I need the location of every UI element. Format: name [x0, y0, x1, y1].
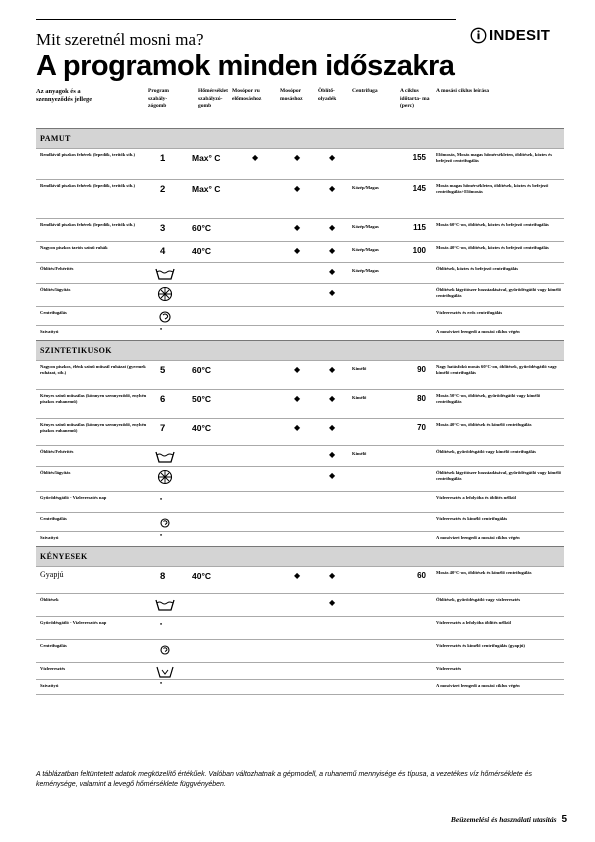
table-row [36, 218, 564, 241]
row-duration: 145 [412, 184, 426, 193]
page-subtitle: Mit szeretnél mosni ma? [36, 30, 204, 49]
row-material: Szivattyú [40, 329, 59, 334]
row-material: Nagyon piszkos, élénk színű műszál ruházat (gyermek ruházat, stb.) [40, 364, 146, 375]
softener-icon: ◆ [329, 153, 336, 162]
row-program: 6 [160, 394, 166, 405]
table-row [36, 679, 564, 695]
col-softener: Öblítő- olyadék [318, 88, 337, 102]
table-row [36, 662, 564, 679]
softener-icon: ◆ [329, 223, 336, 232]
row-material: Vízleeresztés [40, 666, 66, 671]
row-material: Rendkívül piszkos fehérek (lepedők, terítők stb.) [40, 183, 135, 188]
brand-name: INDESIT [489, 27, 551, 44]
brand-mark-icon [470, 27, 487, 44]
row-description: Vízleeresztés [436, 666, 462, 671]
table-row [36, 466, 564, 491]
table-row [36, 445, 564, 466]
row-temperature: 40°C [192, 571, 211, 581]
table-row [36, 491, 564, 512]
row-description: Mosás 40°C-on, öblítések, köztes és befejező centrifugálás [436, 245, 549, 250]
page-title: A programok minden időszakra [36, 50, 455, 82]
col-program: Program szabály- zógomb [148, 88, 169, 109]
softener-icon: ◆ [329, 571, 336, 580]
row-description: Mosás magas hőmérsékleten, öblítések, köztes és befejező centrifugálás+Előmosás [436, 183, 549, 194]
row-duration: 100 [412, 246, 426, 255]
wash-detergent-icon: ◆ [294, 153, 301, 162]
spin-icon [154, 642, 176, 658]
prewash-detergent-icon: ◆ [252, 153, 259, 162]
table-row [36, 262, 564, 283]
section-delicates: KÉNYESEK [36, 546, 564, 566]
row-description: Vízleeresztés és kímélő centrifugálás [436, 516, 508, 521]
pump-icon: • [160, 533, 163, 539]
table-row [36, 306, 564, 325]
softener-icon: ◆ [329, 598, 336, 607]
row-material: Nagyon piszkos tartós színű ruhák [40, 245, 108, 250]
softener-icon: ◆ [329, 365, 336, 374]
row-material: Gyűrődésgátló - Vízleeresztés nap [40, 620, 107, 625]
row-temperature: 60°C [192, 223, 211, 233]
table-row [36, 389, 564, 418]
softener-icon: ◆ [329, 267, 336, 276]
top-rule [36, 19, 456, 20]
row-material: Öblítés/Fehérítés [40, 266, 74, 271]
row-description: Mosás 40°C-on, öblítések és kímélő centrifugálás [436, 570, 532, 575]
table-row [36, 418, 564, 445]
row-material: Öblítés/lágyítás [40, 470, 71, 475]
row-duration: 70 [417, 423, 426, 432]
row-material: Öblítések [40, 597, 59, 602]
spin-icon [154, 309, 176, 325]
row-duration: 80 [417, 394, 426, 403]
row-spin: Közép/Magas [352, 185, 379, 190]
row-description: Mosás 60°C-on, öblítések, köztes és befejező centrifugálás [436, 222, 549, 227]
row-material: Rendkívül piszkos fehérek (lepedők, terítők stb.) [40, 152, 135, 157]
row-description: Vízleeresztés és kímélő centrifugálás (gyapjú) [436, 643, 525, 648]
section-synthetics: SZINTETIKUSOK [36, 340, 564, 360]
row-material: Centrifugálás [40, 643, 67, 648]
row-program: 8 [160, 571, 166, 582]
row-duration: 90 [417, 365, 426, 374]
footnote: A táblázatban feltüntetett adatok megközelítő értékűek. Valóban változhatnak a gépmodell, a ruhanemű mennyisége és típusa, a vezetékes víz hőmérséklete és keménysége, valamint a levegő hőmérséklete függvényében. [36, 771, 533, 788]
row-description: Öblítések, gyűrődésgátló vagy vízleeresztés [436, 597, 521, 602]
col-spin: Centrifuga [352, 88, 378, 94]
table-row [36, 179, 564, 218]
row-material: Szivattyú [40, 683, 59, 688]
col-temperature: Hőmérséklet szabályzó- gomb [198, 88, 228, 109]
section-cotton: PAMUT [36, 128, 564, 148]
row-spin: Kímélő [352, 366, 367, 371]
col-material: Az anyagok és a szennyeződés jellege [36, 88, 93, 103]
row-description: Vízleeresztés a lefolyóba öblítés nélkül [436, 620, 511, 625]
row-material: Gyapjú [40, 570, 64, 579]
row-spin: Közép/Magas [352, 268, 379, 273]
row-description: Öblítések, köztes és befejező centrifugálás [436, 266, 519, 271]
col-prewash: Mosópor ru előmosáshoz [232, 88, 262, 102]
row-program: 4 [160, 246, 166, 257]
anti-crease-icon: • [160, 497, 163, 503]
row-description: A mosóvizet leengedi a mosási ciklus végén [436, 535, 520, 540]
row-description: Előmosás, Mosás magas hőmérsékleten, öblítések, köztes és befejező centrifugálás [436, 152, 552, 163]
row-description: Mosás 50°C-on, öblítések, gyűrődésgátló vagy kímélő centrifugálás [436, 393, 541, 404]
row-temperature: Max° C [192, 184, 221, 194]
rinse-tub-icon [154, 448, 176, 464]
softener-icon: ◆ [329, 288, 336, 297]
row-temperature: 40°C [192, 246, 211, 256]
table-row [36, 639, 564, 662]
row-description: Mosás 40°C-on, öblítések és kímélő centrifugálás [436, 422, 532, 427]
col-wash: Mosópor mosáshoz [280, 88, 303, 102]
pump-icon: • [160, 681, 163, 687]
row-description: Vízleeresztés a lefolyóba és öblítés nélkül [436, 495, 516, 500]
row-duration: 115 [413, 223, 426, 232]
wash-detergent-icon: ◆ [294, 184, 301, 193]
softener-icon: ◆ [329, 394, 336, 403]
row-description: Öblítések lágyítószer hozzáadásával, gyűrődésgátló vagy kímélő centrifugálás [436, 470, 561, 481]
row-duration: 60 [417, 571, 426, 580]
row-temperature: Max° C [192, 153, 221, 163]
table-row [36, 148, 564, 179]
row-material: Gyűrődésgátló - Vízleeresztés nap [40, 495, 107, 500]
wash-detergent-icon: ◆ [294, 246, 301, 255]
softener-icon: ◆ [329, 184, 336, 193]
wash-detergent-icon: ◆ [294, 394, 301, 403]
softener-flower-icon [154, 286, 176, 302]
table-row [36, 283, 564, 306]
anti-crease-icon: • [160, 622, 163, 628]
softener-icon: ◆ [329, 471, 336, 480]
row-material: Kényes színű műszálas (könnyen szennyeződő, enyhén piszkos ruhanemű) [40, 393, 147, 404]
spin-icon [154, 515, 176, 531]
pump-icon: • [160, 327, 163, 333]
row-description: A mosóvizet leengedi a mosási ciklus végén [436, 683, 520, 688]
row-program: 3 [160, 223, 166, 234]
table-row [36, 616, 564, 639]
program-table [36, 128, 564, 695]
row-material: Öblítés/lágyítás [40, 287, 71, 292]
row-temperature: 40°C [192, 423, 211, 433]
col-duration: A ciklus időtarta- ma (perc) [400, 88, 430, 109]
rinse-tub-icon [154, 596, 176, 612]
wash-detergent-icon: ◆ [294, 423, 301, 432]
table-row [36, 531, 564, 546]
softener-icon: ◆ [329, 423, 336, 432]
softener-icon: ◆ [329, 450, 336, 459]
wash-detergent-icon: ◆ [294, 365, 301, 374]
table-row [36, 512, 564, 531]
row-spin: Közép/Magas [352, 224, 379, 229]
page-number: 5 [561, 814, 567, 825]
row-description: A mosóvizet leengedi a mosási ciklus végén [436, 329, 520, 334]
row-material: Kényes színű műszálas (könnyen szennyeződő, enyhén piszkos ruhanemű) [40, 422, 147, 433]
col-description: A mosási ciklus leírása [436, 88, 490, 94]
row-material: Szivattyú [40, 535, 59, 540]
manual-label: Beüzemelési és használati utasítás [450, 815, 557, 824]
row-spin: Kímélő [352, 395, 367, 400]
table-row [36, 325, 564, 340]
rinse-tub-icon [154, 265, 176, 281]
row-description: Öblítések lágyítószer hozzáadásával, gyűrődésgátló vagy kímélő centrifugálás [436, 287, 561, 298]
table-row [36, 593, 564, 616]
brand-logo [470, 27, 550, 44]
row-spin: Kímélő [352, 451, 367, 456]
row-program: 2 [160, 184, 166, 195]
row-material: Rendkívül piszkos fehérek (lepedők, terítők stb.) [40, 222, 135, 227]
row-duration: 155 [412, 153, 426, 162]
wash-detergent-icon: ◆ [294, 571, 301, 580]
table-row [36, 360, 564, 389]
page-footer [451, 814, 567, 825]
row-description: Öblítések, gyűrődésgátló vagy kímélő centrifugálás [436, 449, 536, 454]
row-material: Centrifugálás [40, 516, 67, 521]
row-material: Centrifugálás [40, 310, 67, 315]
row-program: 1 [160, 153, 166, 164]
softener-icon: ◆ [329, 246, 336, 255]
table-row [36, 241, 564, 262]
row-program: 7 [160, 423, 166, 434]
wash-detergent-icon: ◆ [294, 223, 301, 232]
row-temperature: 50°C [192, 394, 211, 404]
row-material: Öblítés/Fehérítés [40, 449, 74, 454]
row-program: 5 [160, 365, 166, 376]
row-description: Vízleeresztés és erős centrifugálás [436, 310, 503, 315]
row-temperature: 60°C [192, 365, 211, 375]
row-spin: Közép/Magas [352, 247, 379, 252]
row-description: Nagy hatásfokú mosás 60°C-on, öblítések, gyűrődésgátló vagy kímélő centrifugálás [436, 364, 558, 375]
table-row [36, 566, 564, 593]
softener-flower-icon [154, 469, 176, 485]
